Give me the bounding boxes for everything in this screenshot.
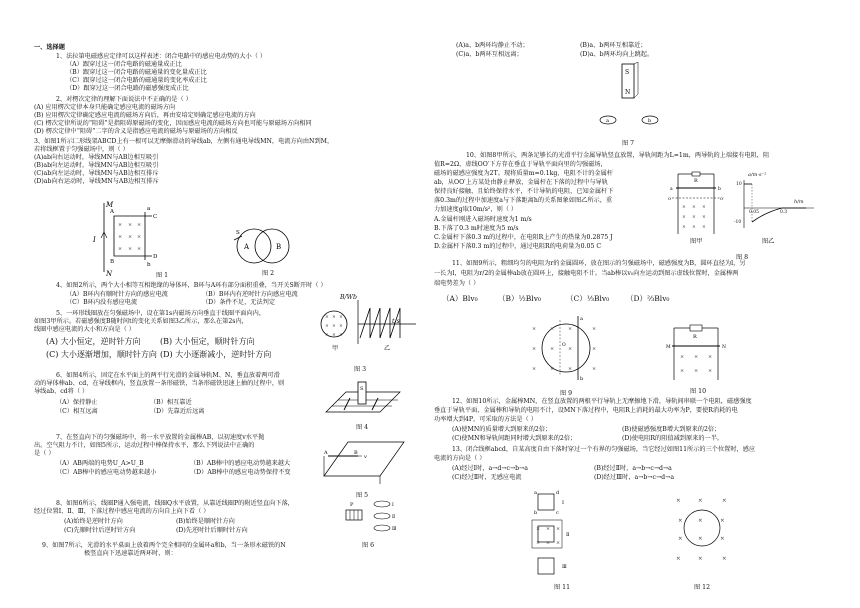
q3-option-a: (A)ab向右运动时，导线MN与AB边相互吸引	[34, 154, 159, 161]
svg-text:N: N	[106, 270, 113, 278]
figure-8-yi-graph	[736, 176, 816, 232]
figure-2-diagram	[228, 224, 308, 270]
figure-3-x-axis-label: t/s	[392, 318, 400, 325]
q1-option-a: （A）跟穿过这一闭合电路的磁通量成正比	[66, 61, 182, 68]
q7-line-3: 是（ ）	[34, 450, 55, 457]
svg-text:b: b	[648, 118, 652, 124]
q12-option-a: (A)使MN的质量增大到原来的2倍；	[452, 426, 552, 433]
svg-text:d: d	[556, 490, 560, 496]
svg-text:b: b	[718, 187, 721, 192]
q10-option-c: C.金属杆下落0.3 m的过程中，在电阻R上产生的热量为0.2875 J	[434, 234, 613, 241]
q9-option-a: (A)a、b两环均静止不动；	[456, 42, 529, 49]
svg-text:v: v	[364, 454, 367, 460]
figure-10-diagram	[662, 324, 732, 382]
q4-stem: 4、如图2所示，两个大小相等互相绝缘的导体环，B环与A环有部分面积重叠，当开关S断开时（ ）	[56, 282, 327, 289]
q12-line-2: 垂直于导轨平面，金属棒和导轨的电阻不计，设MN下落过程中，电阻R上消耗的最大功率为P，要使R消耗的电	[434, 407, 738, 414]
svg-text:×: ×	[546, 526, 551, 532]
svg-text:×: ×	[332, 315, 336, 320]
figure-8-jia-diagram	[668, 170, 724, 238]
svg-text:C: C	[153, 214, 158, 220]
q3-stem-2: 若将线框置于匀强磁场中，则（ ）	[34, 146, 129, 153]
svg-text:b: b	[534, 510, 538, 516]
figure-8-x-axis-label: h/m	[794, 199, 804, 205]
svg-text:×: ×	[702, 225, 706, 230]
svg-text:Ⅱ: Ⅱ	[566, 532, 570, 538]
svg-text:O′: O′	[720, 196, 724, 201]
svg-text:O: O	[562, 343, 566, 348]
svg-text:×: ×	[682, 205, 686, 210]
figure-8-caption: 图 8	[736, 254, 749, 261]
q8-option-a: (A)始终是逆时针方向	[64, 518, 123, 525]
figure-3-yi-label: 乙	[384, 345, 391, 352]
figure-8-y-axis-label: a/m·s⁻²	[748, 172, 767, 178]
svg-text:×: ×	[325, 333, 329, 338]
q6-line-1: 6、如图4所示，固定在水平面上的两平行光滑的金属导轨M、N，垂直放着两可滑	[56, 372, 280, 379]
figure-5-diagram	[318, 434, 408, 488]
q6-option-a: （A）保持静止	[56, 399, 98, 406]
svg-text:×: ×	[128, 246, 133, 252]
svg-text:×: ×	[694, 368, 699, 374]
q10-option-a: A.金属杆刚进入磁场时速度为1 m/s	[434, 216, 532, 223]
svg-text:×: ×	[556, 526, 561, 532]
svg-text:b: b	[580, 376, 584, 382]
svg-text:×: ×	[720, 536, 725, 542]
q3-option-b: (B)ab向左运动时，导线MN与AB边相互吸引	[34, 162, 159, 169]
svg-text:Ⅲ: Ⅲ	[392, 527, 397, 532]
q2-option-b: (B) 应用楞次定律确定感应电流的磁场方向后，再由安培定则确定感应电流的方向	[34, 112, 256, 119]
svg-text:×: ×	[702, 215, 706, 220]
q10-line-2: 值R=2Ω，虚线OO′下方存在垂直于导轨平面向里的匀强磁场，	[434, 161, 607, 168]
q11-option-d: （D）⅔Blv₀	[626, 294, 670, 303]
svg-text:×: ×	[332, 324, 336, 329]
figure-11-diagram	[524, 486, 596, 586]
q1-option-b: （B）跟穿过这一闭合电路的磁通量的变化量成正比	[66, 69, 207, 76]
q6-line-3: 导线ab、cd将（ ）	[34, 388, 89, 395]
q8-line-2: 经过位置Ⅰ、Ⅱ、Ⅲ，下落过程中感应电流的方向自上向下看（ ）	[34, 508, 210, 515]
svg-text:P: P	[350, 502, 354, 508]
figure-9-diagram	[526, 312, 606, 384]
q3-option-d: (D)ab向右运动时，导线MN与AB边相互排斥	[34, 178, 159, 185]
svg-text:Ⅰ: Ⅰ	[392, 503, 394, 508]
svg-text:×: ×	[128, 234, 133, 240]
svg-text:×: ×	[698, 556, 703, 562]
svg-text:M: M	[106, 201, 114, 209]
svg-text:R: R	[694, 178, 698, 184]
figure-7-diagram	[588, 62, 674, 140]
q11-option-b: （B）½Blv₀	[498, 294, 541, 303]
svg-text:×: ×	[720, 518, 725, 524]
svg-text:×: ×	[708, 354, 713, 360]
figure-11-caption: 图 11	[554, 584, 571, 591]
svg-text:A: A	[110, 209, 114, 215]
svg-text:a: a	[534, 490, 537, 496]
figure-3-y-axis-label: B/Wb	[340, 294, 357, 301]
q8-option-d: (D)先逆时针后顺时针方向	[176, 527, 248, 534]
q2-option-a: (A) 应用楞次定律本身只能确定感应电流的磁场方向	[34, 104, 176, 111]
svg-text:×: ×	[678, 536, 683, 542]
q10-line-1: 10、如图8甲所示，两条足够长的光滑平行金属导轨竖直放置，导轨间距为L=1m，两导轨的上端接有电阻，阻	[466, 152, 770, 159]
svg-text:Ⅱ: Ⅱ	[392, 515, 396, 520]
q7-option-d: （D）AB棒中的感应电动势保持不变	[190, 469, 291, 476]
svg-text:×: ×	[680, 354, 685, 360]
q13-line-1: 13、闭合线框abcd，自某高度自由下落时穿过一个有界的匀强磁场，当它经过如图11所示的三个位置时，感应	[452, 446, 756, 453]
q12-option-d: (D)使电阻R的阻值减到原来的一半。	[622, 435, 724, 442]
q12-option-b: (B)使磁感强度B增大到原来的2倍；	[622, 426, 721, 433]
svg-text:×: ×	[137, 234, 142, 240]
svg-text:×: ×	[137, 246, 142, 252]
svg-text:×: ×	[118, 246, 123, 252]
q2-option-c: (C) 楞次定律所说的“阻碍”是指阻碍原磁场的变化，因而感应电流的磁场方向也可能与原磁场方向相同	[34, 120, 312, 127]
svg-text:×: ×	[550, 366, 555, 372]
q9-line-1: 9、如图7所示，光滑的水平桌面上放着两个完全相同的金属环a和b，当一条形永磁铁的N	[42, 542, 286, 549]
figure-12-diagram	[674, 488, 734, 570]
figure-5-caption: 图 5	[356, 492, 369, 499]
q7-option-c: （C）AB棒中的感应电动势越来越小	[56, 469, 157, 476]
svg-text:×: ×	[118, 222, 123, 228]
svg-text:×: ×	[592, 326, 597, 332]
svg-text:×: ×	[680, 368, 685, 374]
figure-8-y-neg-tick: -10	[734, 220, 742, 225]
svg-text:S: S	[625, 69, 630, 76]
figure-9-caption: 图 9	[560, 390, 573, 397]
svg-text:×: ×	[532, 346, 537, 352]
figure-3-caption: 图 3	[354, 366, 367, 373]
svg-text:×: ×	[698, 536, 703, 542]
q2-stem: 2、对楞次定律的理解下面说法中不正确的是（ ）	[56, 96, 192, 103]
q13-option-a: (A)经过Ⅰ时，a→d→c→b→a	[452, 465, 528, 472]
q12-line-1: 12、如图10所示，金属棒MN，在竖直放置的两根平行导轨上无摩擦地下滑，导轨间串联一个电阻，磁感强度	[452, 398, 752, 405]
svg-text:×: ×	[682, 215, 686, 220]
q13-line-2: 电流的方向是（ ）	[434, 455, 486, 462]
svg-text:×: ×	[339, 315, 343, 320]
q5-option-a: (A) 大小恒定，逆时针方向	[46, 337, 141, 346]
q5-line-1: 5、一环形线圈放在匀强磁场中，设在第1s内磁场方向垂直于线圈平面向内，	[56, 310, 266, 317]
q5-option-b: (B) 大小恒定，顺时针方向	[160, 337, 255, 346]
svg-text:a: a	[580, 316, 583, 322]
figure-8-y-tick: 10	[736, 182, 742, 187]
q10-option-d: D.金属杆下落0.3 m的过程中，通过电阻R的电荷量为0.05 C	[434, 243, 602, 250]
q10-line-6: 落0.3m的过程中加速度a与下落距离h的关系图象如图乙所示，重	[434, 197, 613, 204]
q6-line-2: 动的导体棒ab、cd，在导线框内，竖直放置一条形磁铁，当条形磁铁迅速上抽的过程中，则	[34, 380, 285, 387]
figure-6-diagram	[342, 496, 404, 538]
svg-text:Ⅲ: Ⅲ	[562, 564, 567, 570]
svg-text:×: ×	[568, 346, 573, 352]
svg-text:S: S	[236, 230, 240, 236]
q11-line-3: 端电势差为（ ）	[434, 280, 480, 287]
section-title: 一、选择题	[34, 44, 65, 51]
svg-text:×: ×	[676, 556, 681, 562]
figure-8-yi-label: 图乙	[762, 238, 775, 245]
q8-line-1: 8、如图6所示，线圈P通入强电流，线圈Q水平放置，从靠近线圈P的附近竖直向下落，	[56, 500, 294, 507]
figure-10-caption: 图 10	[690, 388, 707, 395]
q5-line-3: 线圈中感应电流的大小和方向是（ ）	[34, 326, 135, 333]
svg-text:×: ×	[694, 354, 699, 360]
q5-option-d: (D) 大小逐渐减小，逆时针方向	[160, 350, 272, 359]
q9-line-2: 极竖直向下迅速靠近两环时，则：	[84, 550, 177, 557]
svg-text:×: ×	[692, 225, 696, 230]
svg-text:×: ×	[546, 540, 551, 546]
svg-text:×: ×	[532, 326, 537, 332]
q4-option-b: （B）B环内有逆时针方向感应电流	[202, 291, 298, 298]
svg-text:×: ×	[339, 324, 343, 329]
svg-text:×: ×	[128, 222, 133, 228]
svg-text:b: b	[147, 262, 151, 268]
q10-line-5: 保持良好接触，且始终保持水平，不计导轨的电阻，已知金属杆下	[434, 188, 614, 195]
q13-option-c: (C)经过Ⅱ时，无感应电流	[452, 474, 522, 481]
figure-8-x-tick-1: 0.05	[749, 210, 760, 215]
svg-text:×: ×	[118, 234, 123, 240]
q7-line-2: 出。空气阻力不计，如图5所示，运动过程中棒保持水平，那么下列说法中正确的	[34, 442, 255, 449]
q8-option-c: (C)先顺时针后逆时针方向	[64, 527, 136, 534]
svg-text:a: a	[147, 206, 151, 212]
q5-option-c: (C) 大小逐渐增加，顺时针方向	[46, 350, 157, 359]
q7-line-1: 7、在竖直向下的匀强磁场中，将一水平放置的金属棒AB，以初速度v水平抛	[56, 434, 265, 441]
q10-line-4: ab，从OO′上方某处由静止释放，金属杆在下落的过程中与导轨	[434, 179, 608, 186]
q11-line-2: 一长为l，电阻为r/2的金属棒ab放在圆环上，接触电阻不计。当ab棒以v₀向左运动到图示虚线位置时，金属棒两	[434, 270, 739, 277]
svg-text:×: ×	[568, 366, 573, 372]
figure-1-caption: 图 1	[156, 272, 169, 279]
svg-text:R: R	[693, 334, 697, 340]
figure-8-jia-label: 图甲	[690, 238, 703, 245]
svg-text:×: ×	[722, 498, 727, 504]
figure-12-caption: 图 12	[694, 584, 711, 591]
q12-option-c: (C)使MN和导轨间距同时增大到原来的2倍；	[452, 435, 577, 442]
q4-option-d: （D）条件不足，无法判定	[202, 299, 276, 306]
svg-text:a: a	[606, 118, 609, 124]
q1-option-d: （D）跟穿过这一闭合电路的磁感强度成正比	[66, 85, 189, 92]
q7-option-b: （B）AB棒中的感应电动势越来越大	[190, 460, 291, 467]
figure-8-x-tick-2: 0.3	[780, 210, 788, 215]
svg-text:A: A	[244, 243, 250, 251]
svg-text:D: D	[153, 254, 158, 260]
svg-text:×: ×	[325, 315, 329, 320]
svg-text:×: ×	[550, 346, 555, 352]
svg-text:×: ×	[692, 215, 696, 220]
q10-option-b: B.下落了0.3 m时速度为5 m/s	[434, 225, 519, 232]
q4-option-c: （C）B环内没有感应电流	[66, 299, 138, 306]
q8-option-b: (B)始终是顺时针方向	[176, 518, 235, 525]
svg-text:S: S	[360, 386, 364, 392]
figure-6-caption: 图 6	[362, 542, 375, 549]
svg-text:×: ×	[568, 326, 573, 332]
q12-line-3: 功率增大到4P，可采取的方法是（ ）	[434, 416, 537, 423]
svg-text:×: ×	[682, 225, 686, 230]
svg-text:M: M	[666, 345, 671, 350]
svg-text:A: A	[324, 450, 328, 456]
svg-text:a: a	[670, 187, 673, 192]
svg-text:I: I	[93, 236, 96, 244]
q6-option-c: （C）相互远离	[56, 408, 98, 415]
q9-option-d: (D)a、b两环均向上跳起。	[580, 51, 654, 58]
q6-option-d: （D）先靠近后远离	[150, 408, 205, 415]
figure-2-caption: 图 2	[262, 270, 275, 277]
svg-text:×: ×	[137, 222, 142, 228]
svg-text:×: ×	[536, 526, 541, 532]
svg-text:×: ×	[698, 498, 703, 504]
svg-text:B: B	[354, 450, 358, 456]
q4-option-a: （A）B环内有顺时针方向的感应电流	[66, 291, 168, 298]
svg-text:B: B	[276, 243, 282, 251]
q9-option-b: (B)a、b两环互相靠近；	[580, 42, 647, 49]
svg-text:O: O	[668, 196, 672, 201]
svg-text:×: ×	[556, 540, 561, 546]
svg-text:B: B	[110, 259, 115, 265]
svg-text:×: ×	[708, 368, 713, 374]
svg-text:×: ×	[325, 324, 329, 329]
q11-line-1: 11、如图9所示，粗细均匀的电阻为r的金属圆环，放在图示的匀强磁场中，磁感强度为B，圆环直径为l，另	[452, 260, 746, 267]
figure-4-caption: 图 4	[356, 424, 369, 431]
svg-text:N: N	[722, 345, 726, 350]
q1-option-c: （C）跟穿过这一闭合电路的磁通量的变化率成正比	[66, 77, 207, 84]
figure-4-diagram	[322, 378, 404, 422]
q2-option-d: (D) 楞次定律中“阻碍”二字的含义是指感应电流的磁场与原磁场的方向相反	[34, 128, 238, 135]
svg-text:×: ×	[678, 518, 683, 524]
figure-3-jia-label: 甲	[332, 345, 339, 352]
q7-option-a: （A）AB两端的电势U_A>U_B	[56, 460, 144, 467]
svg-text:×: ×	[550, 326, 555, 332]
q11-option-a: （A）Blv₀	[442, 294, 478, 303]
svg-text:×: ×	[592, 346, 597, 352]
svg-text:N: N	[625, 89, 631, 96]
figure-7-caption: 图 7	[622, 140, 635, 147]
q13-option-d: (D)经过Ⅲ时，a→b→c→d→a	[594, 474, 675, 481]
q11-option-c: （C）⅓Blv₀	[566, 294, 610, 303]
svg-text:×: ×	[698, 518, 703, 524]
q1-stem: 1、法拉第电磁感应定律可以这样表述：闭合电路中的感应电动势的大小（ ）	[56, 53, 267, 60]
figure-1-diagram	[90, 198, 170, 280]
svg-text:×: ×	[676, 498, 681, 504]
q3-option-c: (C)ab向左运动时，导线MN与AB边相互排斥	[34, 170, 159, 177]
svg-text:×: ×	[692, 205, 696, 210]
q3-stem-1: 3、如图1所示匚形线架ABCD上有一根可以无摩擦滑动的导线ab，左侧有通电导线MN，电流方向由N到M，	[34, 138, 334, 145]
svg-text:c: c	[556, 510, 559, 516]
svg-text:×: ×	[339, 333, 343, 338]
q10-line-3: 磁场的磁感应强度为2T。现将质量m=0.1kg、电阻不计的金属杆	[434, 170, 613, 177]
svg-text:×: ×	[536, 540, 541, 546]
q5-line-2: 如图3甲所示。若磁感强度B随时间t的变化关系如图3乙所示，那么在第2s内，	[34, 318, 248, 325]
svg-text:×: ×	[702, 205, 706, 210]
svg-text:×: ×	[592, 366, 597, 372]
q10-line-7: 力加速度g取10m/s²，则（ ）	[434, 206, 518, 213]
svg-text:×: ×	[532, 366, 537, 372]
svg-text:×: ×	[722, 556, 727, 562]
svg-text:×: ×	[332, 333, 336, 338]
q13-option-b: (B)经过Ⅱ时，a→b→c→d→a	[594, 465, 672, 472]
q9-option-c: (C)a、b两环互相远离；	[456, 51, 523, 58]
svg-text:Ⅰ: Ⅰ	[562, 500, 564, 506]
q6-option-b: （B）相互靠近	[150, 399, 192, 406]
